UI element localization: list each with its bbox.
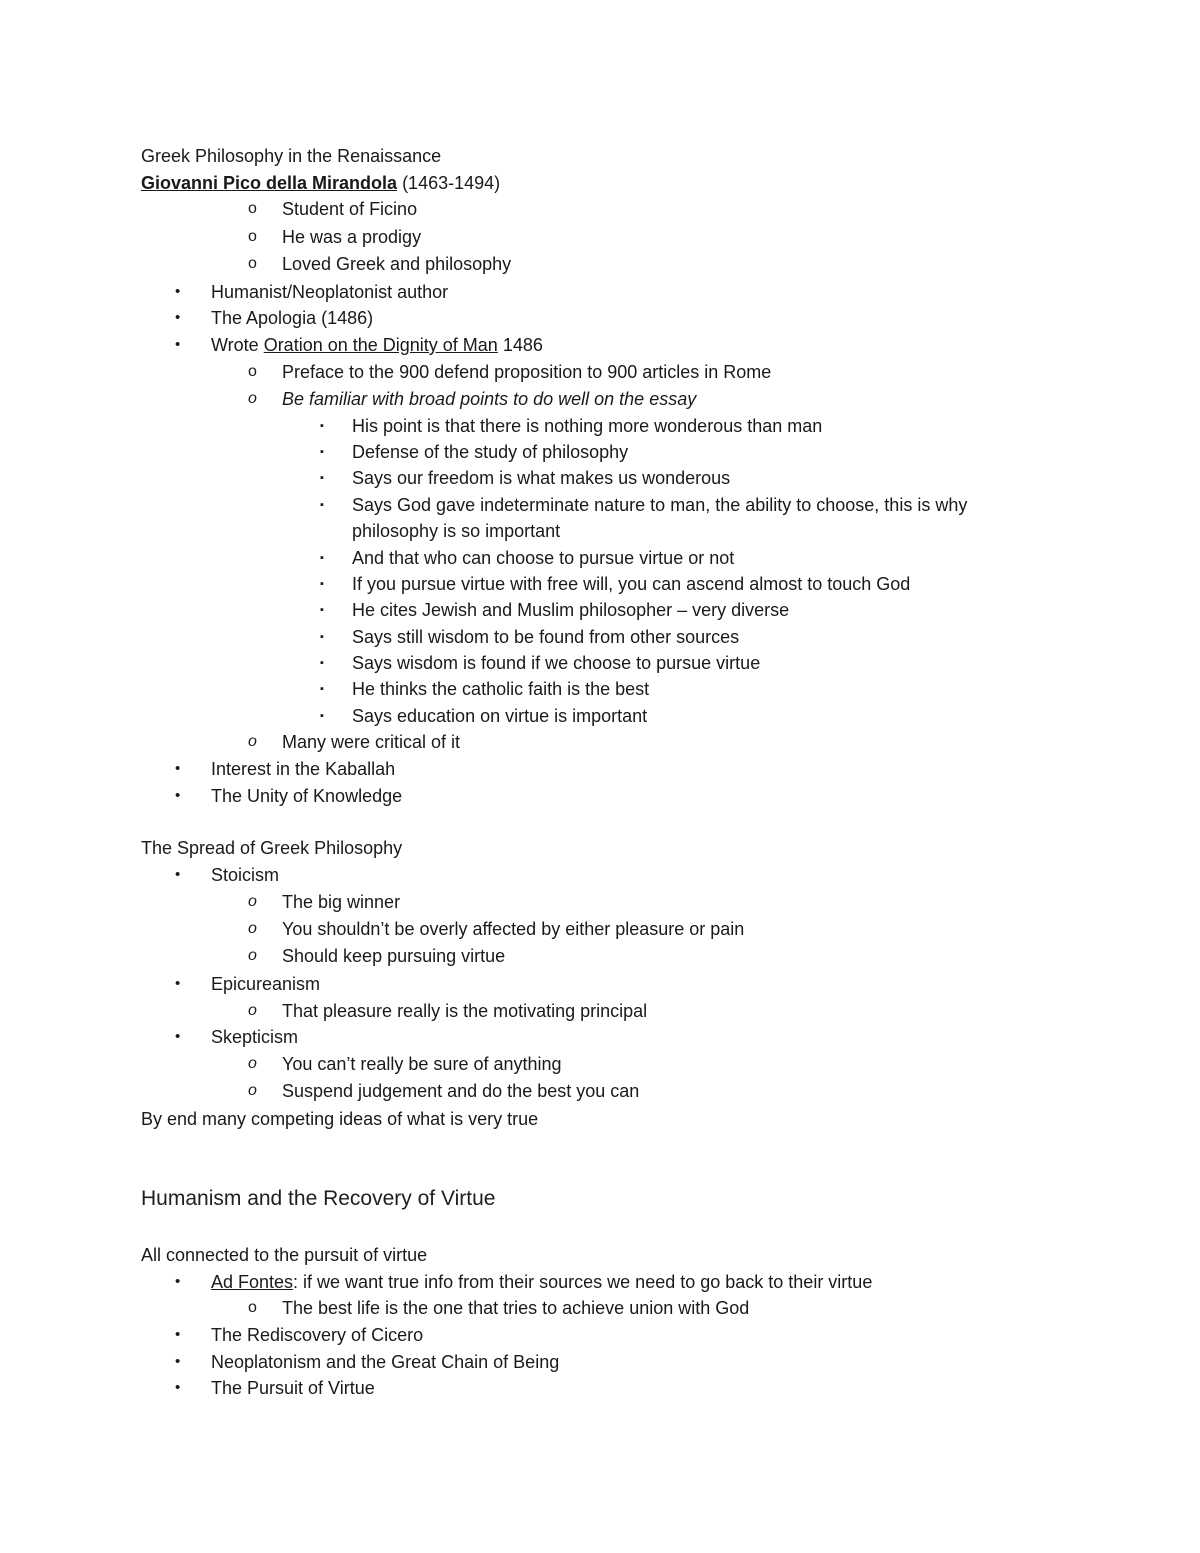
list-item: He thinks the catholic faith is the best — [352, 679, 650, 699]
list-item-continuation: philosophy is so important — [352, 521, 561, 541]
list-item: And that who can choose to pursue virtue or not — [352, 548, 735, 568]
disc-bullet-icon: • — [175, 1273, 181, 1290]
list-item: Says wisdom is found if we choose to pursue virtue — [352, 653, 761, 673]
list-item: Loved Greek and philosophy — [282, 254, 512, 274]
list-item: He cites Jewish and Muslim philosopher – very diverse — [352, 600, 790, 620]
disc-bullet-icon: • — [175, 975, 181, 992]
circle-bullet-icon: o — [248, 255, 257, 272]
square-bullet-icon: ▪ — [320, 631, 324, 643]
list-item: The Pursuit of Virtue — [211, 1378, 375, 1398]
square-bullet-icon: ▪ — [320, 499, 324, 511]
list-item — [211, 334, 543, 356]
list-item: Says God gave indeterminate nature to man, the ability to choose, this is why — [352, 495, 968, 515]
list-item: Humanist/Neoplatonist author — [211, 282, 449, 302]
circle-bullet-icon: o — [248, 893, 257, 910]
list-item: That pleasure really is the motivating principal — [282, 1001, 648, 1021]
list-item: Stoicism — [211, 865, 280, 885]
text-prefix: Wrote — [211, 335, 264, 355]
list-item: Be familiar with broad points to do well on the essay — [282, 389, 697, 409]
circle-bullet-icon: o — [248, 228, 257, 245]
list-item: You can’t really be sure of anything — [282, 1054, 562, 1074]
circle-bullet-icon: o — [248, 947, 257, 964]
circle-bullet-icon: o — [248, 733, 257, 750]
list-item: The Apologia (1486) — [211, 308, 374, 328]
disc-bullet-icon: • — [175, 1353, 181, 1370]
text-suffix: 1486 — [497, 335, 543, 355]
list-item: The big winner — [282, 892, 401, 912]
disc-bullet-icon: • — [175, 336, 181, 353]
square-bullet-icon: ▪ — [320, 578, 324, 590]
circle-bullet-icon: o — [248, 200, 257, 217]
square-bullet-icon: ▪ — [320, 472, 324, 484]
closing-line: By end many competing ideas of what is very true — [141, 1109, 539, 1129]
person-name: Giovanni Pico della Mirandola — [141, 173, 398, 193]
list-item: You shouldn’t be overly affected by either pleasure or pain — [282, 919, 745, 939]
list-item: Interest in the Kaballah — [211, 759, 396, 779]
square-bullet-icon: ▪ — [320, 420, 324, 432]
disc-bullet-icon: • — [175, 760, 181, 777]
list-item: Says our freedom is what makes us wonderous — [352, 468, 731, 488]
disc-bullet-icon: • — [175, 1379, 181, 1396]
list-item — [211, 1271, 872, 1293]
section-heading: Humanism and the Recovery of Virtue — [141, 1187, 496, 1210]
section-title: The Spread of Greek Philosophy — [141, 838, 403, 858]
square-bullet-icon: ▪ — [320, 552, 324, 564]
list-item: Suspend judgement and do the best you can — [282, 1081, 640, 1101]
square-bullet-icon: ▪ — [320, 604, 324, 616]
circle-bullet-icon: o — [248, 1002, 257, 1019]
list-item: Says still wisdom to be found from other sources — [352, 627, 740, 647]
circle-bullet-icon: o — [248, 920, 257, 937]
circle-bullet-icon: o — [248, 1082, 257, 1099]
circle-bullet-icon: o — [248, 1055, 257, 1072]
square-bullet-icon: ▪ — [320, 710, 324, 722]
term: Ad Fontes — [211, 1272, 294, 1292]
list-item: Neoplatonism and the Great Chain of Being — [211, 1352, 560, 1372]
list-item: His point is that there is nothing more wonderous than man — [352, 416, 823, 436]
list-item: The Rediscovery of Cicero — [211, 1325, 424, 1345]
circle-bullet-icon: o — [248, 390, 257, 407]
circle-bullet-icon: o — [248, 1299, 257, 1316]
person-heading — [141, 172, 500, 194]
list-item: Says education on virtue is important — [352, 706, 648, 726]
list-item: Many were critical of it — [282, 732, 461, 752]
disc-bullet-icon: • — [175, 1028, 181, 1045]
list-item: Defense of the study of philosophy — [352, 442, 629, 462]
list-item: He was a prodigy — [282, 227, 422, 247]
section-title: Greek Philosophy in the Renaissance — [141, 146, 442, 166]
definition: : if we want true info from their sources we need to go back to their virtue — [293, 1272, 873, 1292]
circle-bullet-icon: o — [248, 363, 257, 380]
list-item: Student of Ficino — [282, 199, 418, 219]
list-item: The best life is the one that tries to achieve union with God — [282, 1298, 750, 1318]
square-bullet-icon: ▪ — [320, 657, 324, 669]
disc-bullet-icon: • — [175, 309, 181, 326]
list-item: If you pursue virtue with free will, you can ascend almost to touch God — [352, 574, 911, 594]
disc-bullet-icon: • — [175, 283, 181, 300]
book-title: Oration on the Dignity of Man — [263, 335, 498, 355]
list-item: Skepticism — [211, 1027, 299, 1047]
list-item: Preface to the 900 defend proposition to 900 articles in Rome — [282, 362, 772, 382]
list-item: Epicureanism — [211, 974, 321, 994]
list-item: The Unity of Knowledge — [211, 786, 403, 806]
square-bullet-icon: ▪ — [320, 683, 324, 695]
disc-bullet-icon: • — [175, 787, 181, 804]
intro-line: All connected to the pursuit of virtue — [141, 1245, 428, 1265]
disc-bullet-icon: • — [175, 1326, 181, 1343]
square-bullet-icon: ▪ — [320, 446, 324, 458]
disc-bullet-icon: • — [175, 866, 181, 883]
person-dates: (1463-1494) — [397, 173, 501, 193]
list-item: Should keep pursuing virtue — [282, 946, 506, 966]
